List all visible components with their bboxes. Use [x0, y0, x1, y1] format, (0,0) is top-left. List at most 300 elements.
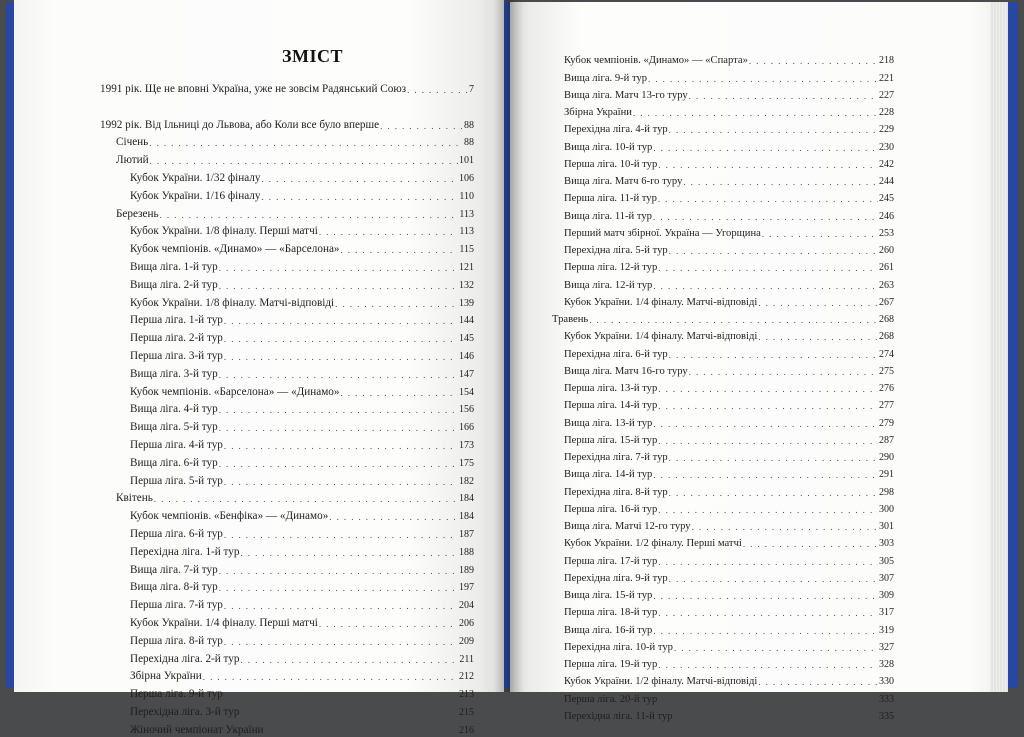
toc-entry-title: Кубок України. 1/2 фіналу. Матчі-відповіді: [564, 676, 758, 688]
page-edges: [990, 2, 1008, 692]
toc-entry: [552, 654, 894, 671]
toc-entry-title: Перша ліга. 15-й тур: [564, 434, 658, 446]
toc-entry-title: Вища ліга. 11-й тур: [564, 210, 652, 222]
toc-dot-leader: [689, 367, 878, 378]
toc-page-number: 260: [879, 245, 894, 256]
toc-dot-leader: [658, 384, 878, 395]
toc-page-number: 274: [879, 348, 894, 360]
toc-page-number: 113: [459, 208, 474, 220]
toc-dot-leader: [648, 74, 878, 85]
toc-page-number: 228: [879, 107, 894, 118]
toc-dot-leader: [224, 601, 458, 612]
toc-entry-title: Кубок чемпіонів. «Динамо» — «Барселона»: [130, 243, 340, 256]
toc-entry-title: Перша ліга. 8-й тур: [130, 634, 223, 647]
toc-entry: [100, 648, 474, 666]
toc-page-number: 145: [459, 333, 474, 345]
toc-entry: [552, 102, 894, 119]
toc-entry: [100, 630, 474, 648]
toc-entry: [100, 488, 474, 506]
toc-page-number: 88: [464, 119, 474, 131]
toc-dot-leader: [261, 192, 458, 203]
toc-page-number: 156: [459, 404, 474, 416]
toc-dot-leader: [219, 583, 458, 594]
toc-dot-leader: [240, 655, 458, 666]
toc-dot-leader: [407, 85, 468, 96]
toc-dot-leader: [319, 619, 458, 630]
toc-dot-leader: [658, 608, 878, 619]
toc-entry-title: Кубок чемпіонів. «Барселона» — «Динамо»: [130, 385, 340, 398]
toc-dot-leader: [203, 672, 458, 683]
toc-dot-leader: [224, 637, 458, 648]
toc-page-number: 275: [879, 365, 894, 377]
toc-entry: [100, 399, 474, 417]
toc-entry: [100, 132, 474, 150]
toc-entry-title: Перехідна ліга. 8-й тур: [564, 486, 668, 498]
toc-entry-title: Перша ліга. 7-й тур: [130, 599, 223, 612]
toc-page-number: 309: [879, 590, 894, 601]
toc-dot-leader: [743, 539, 878, 550]
toc-page-number: 106: [459, 172, 474, 184]
toc-page-number: 229: [879, 124, 894, 136]
toc-entry: [100, 434, 474, 452]
toc-entry: [552, 550, 894, 567]
toc-page-number: 327: [879, 641, 894, 653]
toc-dot-leader: [658, 160, 878, 171]
toc-page-number: 88: [464, 137, 474, 149]
toc-dot-leader: [689, 91, 878, 102]
toc-entry: [552, 188, 894, 205]
toc-page-number: 268: [879, 331, 894, 343]
toc-entry-title: Кубок України. 1/2 фіналу. Перші матчі: [564, 538, 742, 550]
toc-entry: [552, 688, 894, 705]
toc-entry-title: Перехідна ліга. 10-й тур: [564, 641, 673, 653]
toc-dot-leader: [219, 459, 458, 470]
toc-entry: [100, 363, 474, 381]
toc-entry-title: Перша ліга. 3-й тур: [130, 349, 223, 362]
toc-entry-title: Кубок України. 1/4 фіналу. Перші матчі: [130, 616, 318, 629]
toc-entry-title: Перехідна ліга. 5-й тур: [564, 245, 668, 256]
toc-dot-leader: [341, 388, 459, 399]
toc-entry-title: Перша ліга. 18-й тур: [564, 607, 658, 619]
toc-entry-title: Кубок України. 1/4 фіналу. Матчі-відповіді: [564, 296, 758, 308]
toc-entry: [100, 238, 474, 256]
toc-entry: [552, 516, 894, 533]
toc-page-number: 213: [459, 689, 474, 701]
toc-entry-title: Вища ліга. 14-й тур: [564, 469, 653, 481]
toc-entry-title: Вища ліга. 5-й тур: [130, 421, 218, 434]
toc-page-number: 276: [879, 383, 894, 394]
toc-page-number: 184: [459, 493, 474, 505]
toc-entry: [100, 452, 474, 470]
toc-entry: [100, 594, 474, 612]
toc-entry-title: Перша ліга. 1-й тур: [130, 314, 223, 327]
toc-page-number: 263: [879, 279, 894, 291]
toc-dot-leader: [219, 370, 458, 381]
toc-entry: [552, 533, 894, 550]
toc-entry-title: Кубок України. 1/8 фіналу. Матчі-відповіді: [130, 296, 335, 309]
toc-dot-leader: [669, 453, 878, 464]
toc-page-number: 216: [459, 724, 474, 736]
toc-dot-leader: [589, 315, 878, 326]
toc-entry: [100, 78, 474, 96]
toc-page-number: 146: [459, 350, 474, 362]
toc-dot-leader: [219, 423, 458, 434]
toc-page-number: 187: [459, 528, 474, 540]
toc-dot-leader: [335, 299, 458, 310]
toc-entry-title: Перша ліга. 17-й тур: [564, 555, 658, 567]
toc-entry: [552, 481, 894, 498]
toc-page-number: 330: [879, 676, 894, 688]
toc-page-number: 184: [459, 511, 474, 523]
toc-entry: [552, 395, 894, 412]
toc-page-number: 298: [879, 486, 894, 498]
toc-entry-title: Перша ліга. 2-й тур: [130, 332, 223, 345]
toc-page-number: 245: [879, 193, 894, 205]
toc-dot-leader: [265, 726, 458, 737]
toc-dot-leader: [669, 574, 878, 585]
toc-page-number: 206: [459, 617, 474, 629]
toc-page-number: 182: [459, 475, 474, 487]
toc-page-number: 305: [879, 555, 894, 567]
toc-entry-title: Жіночий чемпіонат України: [130, 723, 264, 736]
toc-dot-leader: [219, 281, 458, 292]
toc-page-number: 244: [879, 176, 894, 187]
toc-entry-title: Вища ліга. 7-й тур: [130, 563, 218, 576]
toc-entry: [100, 149, 474, 167]
toc-entry-title: Збірна України: [564, 107, 632, 118]
toc-dot-leader: [341, 245, 459, 256]
toc-dot-leader: [224, 352, 458, 363]
toc-page-number: 277: [879, 400, 894, 412]
toc-entry-title: Кубок чемпіонів. «Динамо» — «Спарта»: [564, 55, 748, 67]
toc-entry: [552, 585, 894, 602]
toc-entry: [100, 523, 474, 541]
toc-dot-leader: [762, 229, 878, 240]
toc-entry: [552, 447, 894, 464]
toc-entry-title: Вища ліга. 15-й тур: [564, 590, 653, 601]
toc-entry-title: Квітень: [116, 492, 153, 505]
toc-dot-leader: [669, 125, 878, 136]
toc-dot-leader: [224, 334, 458, 345]
toc-list-left: [100, 78, 474, 737]
toc-entry-title: Травень: [552, 314, 589, 325]
toc-entry: [552, 257, 894, 274]
toc-dot-leader: [653, 281, 878, 292]
toc-entry-title: Вища ліга. 9-й тур: [564, 72, 648, 84]
toc-entry: [552, 240, 894, 257]
toc-page-number: 317: [879, 607, 894, 619]
toc-entry: [100, 666, 474, 684]
toc-page-number: 154: [459, 386, 474, 398]
toc-entry: [552, 343, 894, 360]
toc-entry-title: Перехідна ліга. 3-й тур: [130, 705, 240, 718]
toc-entry-title: Перша ліга. 12-й тур: [564, 262, 658, 274]
toc-page-number: 267: [879, 296, 894, 308]
toc-dot-leader: [692, 522, 878, 533]
toc-entry: [100, 345, 474, 363]
toc-entry: [100, 327, 474, 345]
toc-entry-title: Перша ліга. 19-й тур: [564, 659, 658, 670]
toc-entry: [552, 412, 894, 429]
toc-entry-title: Кубок України. 1/32 фіналу: [130, 171, 261, 184]
toc-dot-leader: [240, 708, 458, 719]
toc-page-number: 101: [459, 155, 474, 167]
toc-entry: [552, 430, 894, 447]
toc-page-number: 242: [879, 158, 894, 170]
toc-page-number: 209: [459, 635, 474, 647]
toc-dot-leader: [653, 626, 878, 637]
toc-dot-leader: [240, 548, 458, 559]
toc-entry-title: Березень: [116, 207, 159, 220]
toc-page-number: 139: [459, 297, 474, 309]
toc-entry-title: Вища ліга. 3-й тур: [130, 367, 218, 380]
toc-entry: [552, 361, 894, 378]
toc-entry-title: Перехідна ліга. 6-й тур: [564, 348, 668, 360]
toc-page-number: 303: [879, 538, 894, 550]
toc-entry-title: Перша ліга. 20-й тур: [564, 693, 658, 705]
toc-page-number: 319: [879, 624, 894, 636]
toc-dot-leader: [653, 212, 878, 223]
toc-entry-title: Кубок України. 1/16 фіналу: [130, 189, 261, 202]
toc-entry: [100, 310, 474, 328]
toc-entry: [100, 292, 474, 310]
toc-dot-leader: [658, 660, 878, 671]
toc-dot-leader: [658, 401, 878, 412]
toc-entry-title: Перша ліга. 13-й тур: [564, 383, 658, 394]
toc-entry: [552, 309, 894, 326]
toc-entry: [100, 683, 474, 701]
toc-dot-leader: [653, 591, 878, 602]
toc-dot-leader: [319, 227, 459, 238]
toc-entry: [100, 256, 474, 274]
toc-page-number: 115: [459, 244, 474, 256]
toc-entry-title: Перша ліга. 9-й тур: [130, 688, 223, 701]
toc-entry-title: Лютий: [116, 154, 149, 167]
toc-entry-title: Вища ліга. Матч 13-го туру: [564, 89, 688, 101]
toc-entry: [100, 577, 474, 595]
toc-entry: [100, 559, 474, 577]
toc-page-number: 113: [459, 226, 474, 238]
toc-dot-leader: [329, 512, 458, 523]
toc-page-number: 268: [879, 314, 894, 325]
toc-entry: [100, 203, 474, 221]
toc-entry: [100, 274, 474, 292]
toc-entry-title: Перехідна ліга. 9-й тур: [564, 572, 668, 584]
toc-page-number: 227: [879, 89, 894, 101]
toc-entry: [552, 499, 894, 516]
toc-entry: [552, 602, 894, 619]
toc-page-number: 144: [459, 315, 474, 327]
toc-page-number: 300: [879, 503, 894, 515]
toc-entry-title: Перша ліга. 10-й тур: [564, 158, 658, 170]
toc-entry: [552, 464, 894, 481]
toc-dot-leader: [658, 194, 878, 205]
toc-page-number: 307: [879, 572, 894, 584]
toc-page-number: 246: [879, 210, 894, 222]
toc-dot-leader: [674, 643, 878, 654]
toc-page-number: 212: [459, 671, 474, 683]
toc-entry: [552, 378, 894, 395]
toc-page-number: 287: [879, 434, 894, 446]
toc-dot-leader: [149, 138, 463, 149]
toc-entry: [552, 85, 894, 102]
toc-entry-title: Кубок чемпіонів. «Бенфіка» — «Динамо»: [130, 510, 329, 523]
toc-page-number: 197: [459, 582, 474, 594]
toc-dot-leader: [658, 505, 878, 516]
toc-page-number: 261: [879, 262, 894, 274]
toc-page-number: 215: [459, 706, 474, 718]
toc-page-number: 291: [879, 469, 894, 481]
toc-entry-title: Перша ліга. 16-й тур: [564, 503, 658, 515]
toc-entry-title: Вища ліга. 13-й тур: [564, 417, 653, 429]
toc-page-number: 221: [879, 72, 894, 84]
toc-page-number: 173: [459, 439, 474, 451]
toc-entry: [100, 416, 474, 434]
toc-entry-title: Вища ліга. Матчі 12-го туру: [564, 521, 691, 532]
toc-entry: [552, 326, 894, 343]
toc-entry: [552, 274, 894, 291]
toc-entry: [100, 114, 474, 132]
toc-dot-leader: [658, 263, 878, 274]
toc-page-number: 166: [459, 422, 474, 434]
toc-entry: [100, 612, 474, 630]
toc-entry-title: Перша ліга. 4-й тур: [130, 438, 223, 451]
toc-page-number: 279: [879, 417, 894, 429]
toc-entry: [552, 205, 894, 222]
toc-entry-title: Вища ліга. 1-й тур: [130, 260, 218, 273]
toc-entry: [100, 221, 474, 239]
toc-page-number: 211: [459, 653, 474, 665]
toc-entry-title: Перша ліга. 6-й тур: [130, 527, 223, 540]
toc-entry: [552, 619, 894, 636]
toc-entry-title: Кубок України. 1/4 фіналу. Матчі-відповіді: [564, 331, 758, 343]
toc-page-number: 328: [879, 659, 894, 670]
toc-dot-leader: [758, 298, 878, 309]
toc-entry-title: Вища ліга. Матч 16-го туру: [564, 365, 688, 377]
toc-entry: [552, 67, 894, 84]
toc-dot-leader: [154, 494, 458, 505]
toc-dot-leader: [669, 488, 878, 499]
toc-entry: [552, 637, 894, 654]
toc-page-number: 333: [879, 693, 894, 705]
toc-entry: [100, 701, 474, 719]
toc-entry-title: Вища ліга. 8-й тур: [130, 581, 218, 594]
toc-dot-leader: [219, 566, 458, 577]
toc-dot-leader: [749, 56, 878, 67]
toc-dot-leader: [224, 530, 458, 541]
toc-page-number: 188: [459, 546, 474, 558]
toc-page-number: 132: [459, 279, 474, 291]
toc-entry: [100, 719, 474, 737]
toc-entry: [552, 292, 894, 309]
toc-dot-leader: [658, 436, 878, 447]
toc-entry: [552, 171, 894, 188]
toc-page-number: 175: [459, 457, 474, 469]
toc-dot-leader: [653, 419, 878, 430]
toc-dot-leader: [653, 470, 878, 481]
toc-entry-title: Перша ліга. 14-й тур: [564, 400, 658, 412]
toc-entry-title: Перехідна ліга. 7-й тур: [564, 452, 668, 463]
toc-list-right: [552, 50, 894, 723]
toc-entry-title: Вища ліга. 4-й тур: [130, 403, 218, 416]
toc-page-number: 189: [459, 564, 474, 576]
toc-dot-leader: [653, 143, 878, 154]
toc-entry: [100, 167, 474, 185]
toc-dot-leader: [150, 156, 458, 167]
toc-entry-title: Вища ліга. 10-й тур: [564, 141, 653, 153]
toc-dot-leader: [633, 108, 878, 119]
toc-dot-leader: [224, 477, 458, 488]
toc-page-number: 290: [879, 452, 894, 463]
toc-entry-title: Січень: [116, 136, 149, 149]
toc-dot-leader: [758, 677, 878, 688]
toc-entry: [552, 706, 894, 723]
toc-entry-title: Перша ліга. 5-й тур: [130, 474, 223, 487]
toc-entry-title: Перша ліга. 11-й тур: [564, 193, 657, 205]
toc-entry: [100, 505, 474, 523]
toc-entry: [552, 154, 894, 171]
toc-entry: [552, 223, 894, 240]
toc-dot-leader: [758, 332, 878, 343]
toc-entry-title: Перший матч збірної. Україна — Угорщина: [564, 227, 761, 239]
toc-entry: [100, 185, 474, 203]
toc-entry-title: Перехідна ліга. 4-й тур: [564, 124, 668, 136]
toc-page-number: 335: [879, 710, 894, 722]
toc-entry: [552, 50, 894, 67]
toc-page-number: 301: [879, 521, 894, 532]
toc-page-number: 147: [459, 368, 474, 380]
toc-entry: [100, 470, 474, 488]
toc-page-number: 7: [469, 83, 474, 95]
toc-entry: [100, 381, 474, 399]
toc-dot-leader: [658, 695, 878, 706]
toc-entry-title: Вища ліга. 2-й тур: [130, 278, 218, 291]
toc-entry: [552, 568, 894, 585]
toc-entry: [552, 136, 894, 153]
toc-entry: [552, 671, 894, 688]
toc-page-number: 121: [459, 261, 474, 273]
toc-page-number: 253: [879, 227, 894, 239]
toc-page-number: 204: [459, 600, 474, 612]
toc-dot-leader: [261, 174, 458, 185]
toc-entry: [552, 119, 894, 136]
toc-dot-leader: [658, 557, 878, 568]
page-title: ЗМІСТ: [282, 46, 343, 66]
toc-dot-leader: [224, 316, 458, 327]
toc-entry-title: Збірна України: [130, 670, 202, 683]
toc-dot-leader: [380, 121, 463, 132]
toc-entry-title: Вища ліга. 12-й тур: [564, 279, 653, 291]
toc-page-number: 218: [879, 55, 894, 67]
toc-dot-leader: [219, 263, 458, 274]
toc-dot-leader: [674, 712, 878, 723]
toc-dot-leader: [683, 177, 878, 188]
toc-page-number: 110: [459, 190, 474, 202]
toc-dot-leader: [160, 210, 459, 221]
toc-entry-title: Вища ліга. 6-й тур: [130, 456, 218, 469]
toc-entry-title: Кубок України. 1/8 фіналу. Перші матчі: [130, 225, 318, 238]
toc-entry-title: Вища ліга. 16-й тур: [564, 624, 653, 636]
toc-entry: [100, 541, 474, 559]
toc-entry-title: Перехідна ліга. 1-й тур: [130, 545, 240, 558]
toc-entry-title: Перехідна ліга. 2-й тур: [130, 652, 240, 665]
toc-entry-title: 1991 рік. Ще не вповні Україна, уже не зовсім Радянський Союз: [100, 82, 407, 95]
toc-dot-leader: [669, 350, 878, 361]
toc-dot-leader: [219, 405, 458, 416]
toc-entry-title: 1992 рік. Від Ільниці до Львова, або Коли все було вперше: [100, 118, 380, 131]
toc-entry-title: Перехідна ліга. 11-й тур: [564, 710, 673, 722]
toc-page-number: 230: [879, 141, 894, 153]
